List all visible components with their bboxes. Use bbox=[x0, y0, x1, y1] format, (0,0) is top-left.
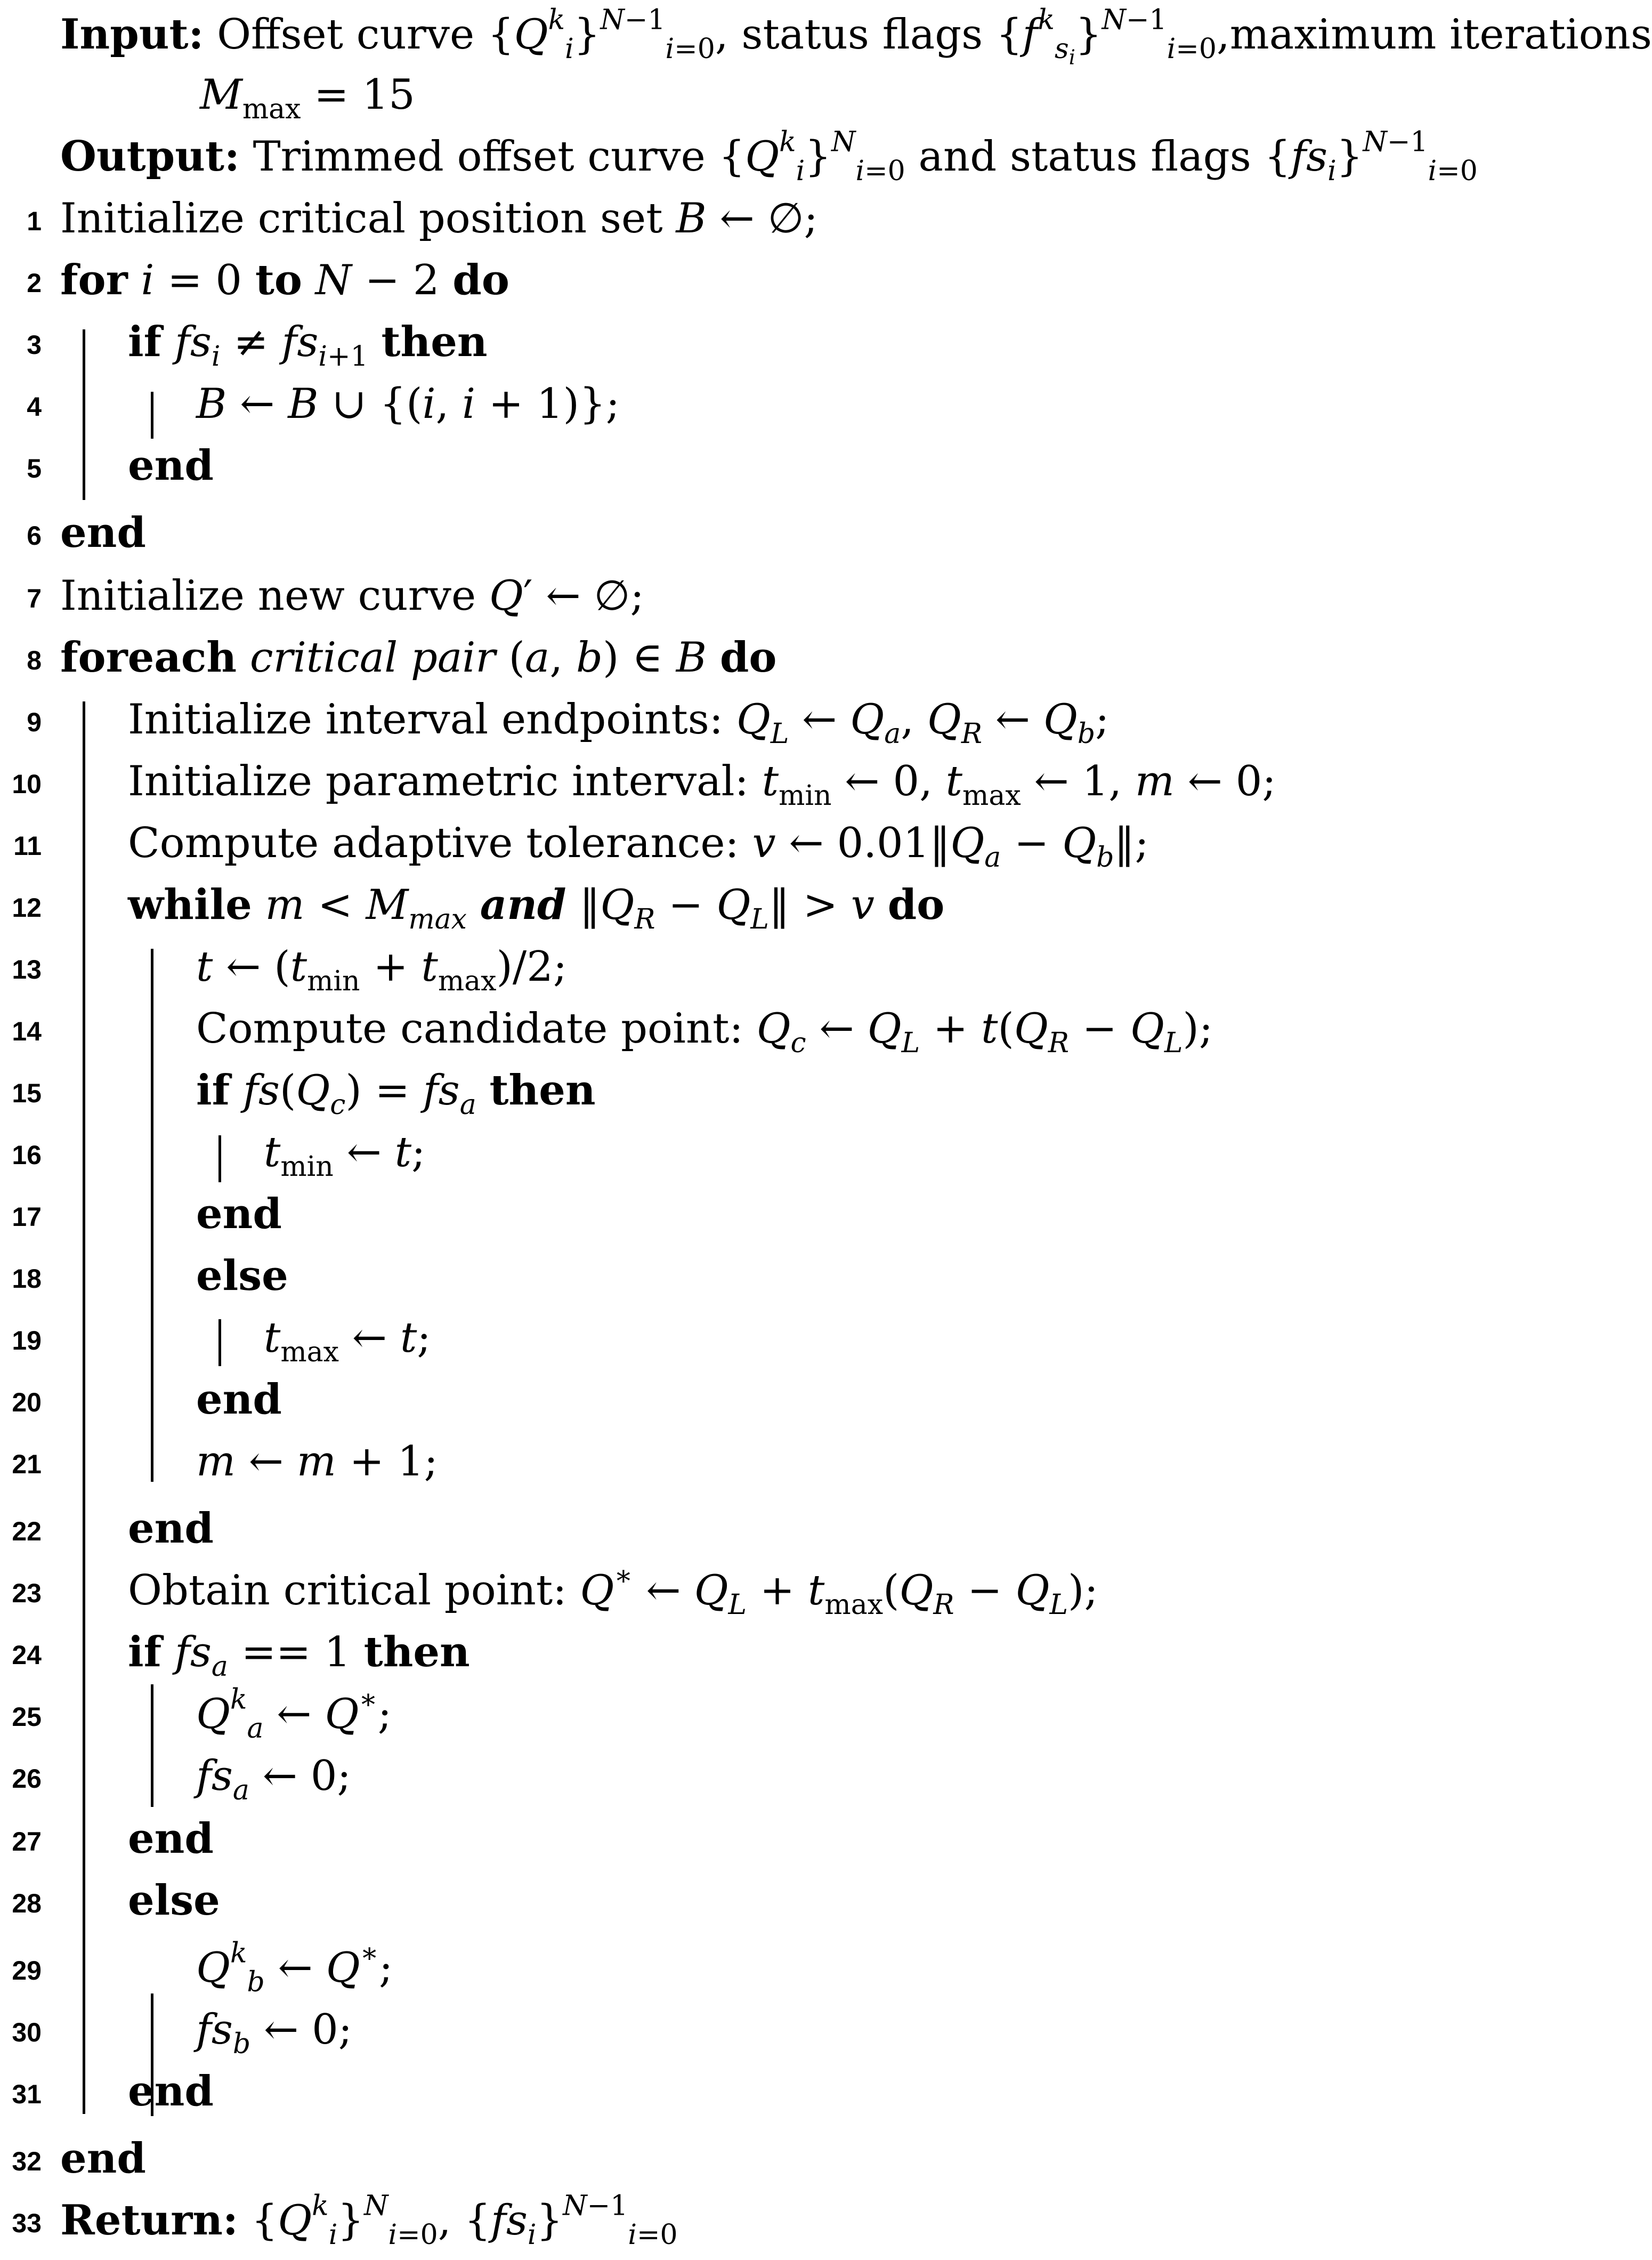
m-max-value: 15 bbox=[362, 71, 415, 119]
line-number: 7 bbox=[27, 584, 42, 614]
input-text-b: , status flags bbox=[715, 11, 983, 59]
line-number: 32 bbox=[12, 2146, 42, 2176]
line-number: 13 bbox=[12, 955, 42, 984]
text-adaptive: Compute adaptive tolerance: bbox=[128, 819, 739, 867]
block-bar-if-1 bbox=[151, 392, 153, 439]
line-number: 12 bbox=[12, 893, 42, 923]
algorithm-block: Input: Offset curve $\{Q^k_i\}^{N-1}_{i=0}$, status flags $\{f^k_{s_i}\}^{N-1}_{i=0},maximum$ iterations $M_{max} = 15$ Output: Trimmed offset curve $\{Q^k_i\}^N_{i=0}$ and status flags $\{fs_i\}^{N-1}_{i=0}$ 1 Initialize critical position set B ← ∅; 2 for i = 0 to N − 2 do 3 if $fs_i \ne fs_{i+1}$ then 4 B ← B ∪ {(i, i + 1)}; 5 end 6 end 7 Initialize new curve Q′ ← ∅; 8 foreach critical pair (a, b) ∈ B do 9 Initialize interval endpoints: $Q_L$ ← $Q_a$, $Q_R$ ← $Q_b$; 10 Initialize parametric interval: $t_{min}$ ← 0, $t_{max}$ ← 1, m ← 0; 11 Compute adaptive tolerance: v ← $0.01‖Q_a$ − $Q_b‖$; 12 while $m < M_{max}$ and $‖Q_R$ − $Q_L‖ > v$ do 13 t ← $(t_{min} + t_{max})/2$; 14 Compute candidate point: $Q_c$ ← $Q_L + t(Q_R - Q_L)$; 15 if $fs(Q_c) = fs_a$ then 16 $t_{min}$ ← t; 17 end 18 else 19 $t_{max}$ ← t; 20 end 21 m ← m + 1; 22 end 23 Obtain critical point: Q∗ ← $Q_L + t_{max}(Q_R - Q_L)$; 24 if $fs_a == 1$ then 25 $Q^k_a$ ← Q∗; 26 $fs_a$ ← 0; 27 end 28 else 29 $Q^k_b$ ← Q∗; 30 $fs_b$ ← 0; 31 end 32 end 33 Return: $\{Q^k_i\}^N_{i=0}$, $\{fs_i\}^{N-1}_{i=0}$ bbox=[0, 0, 1468, 2260]
line-number: 11 bbox=[13, 831, 42, 861]
line-number: 16 bbox=[12, 1140, 42, 1170]
block-bar-else-1 bbox=[218, 1319, 221, 1366]
text-critical-pair: critical pair bbox=[249, 634, 496, 682]
input-text-a: Offset curve bbox=[217, 11, 475, 59]
line-number: 27 bbox=[12, 1827, 42, 1857]
line-number: 3 bbox=[27, 330, 42, 360]
output-text-b: and status flags bbox=[918, 133, 1251, 181]
output-label: Output: bbox=[60, 132, 240, 181]
line-number: 31 bbox=[12, 2079, 42, 2109]
line-number: 18 bbox=[12, 1264, 42, 1294]
line-number: 22 bbox=[12, 1516, 42, 1546]
line-number: 25 bbox=[12, 1702, 42, 1732]
line-number: 30 bbox=[12, 2017, 42, 2047]
text-init-critical: Initialize critical position set bbox=[60, 195, 663, 243]
tolerance-coeff: 0.01 bbox=[837, 819, 930, 867]
line-number: 1 bbox=[27, 206, 42, 236]
block-bar-foreach bbox=[83, 701, 85, 2114]
line-number: 23 bbox=[12, 1578, 42, 1608]
line-number: 24 bbox=[12, 1640, 42, 1670]
text-obtain: Obtain critical point: bbox=[128, 1567, 567, 1615]
line-number: 9 bbox=[27, 707, 42, 737]
block-bar-if-3 bbox=[151, 1684, 153, 1807]
line-number: 28 bbox=[12, 1888, 42, 1918]
input-text-c: ,maximum iterations bbox=[1216, 11, 1652, 59]
line-number: 29 bbox=[12, 1956, 42, 1985]
line-number: 19 bbox=[12, 1326, 42, 1355]
line-number: 33 bbox=[12, 2208, 42, 2238]
line-number: 6 bbox=[27, 521, 42, 551]
line-number: 5 bbox=[27, 454, 42, 483]
output-text-a: Trimmed offset curve bbox=[253, 133, 706, 181]
line-number: 4 bbox=[27, 392, 42, 422]
text-init-endpoints: Initialize interval endpoints: bbox=[128, 696, 724, 744]
line-number: 14 bbox=[12, 1016, 42, 1046]
text-candidate: Compute candidate point: bbox=[196, 1005, 743, 1053]
line-number: 26 bbox=[12, 1764, 42, 1794]
input-label: Input: bbox=[60, 10, 204, 59]
block-bar-while bbox=[151, 949, 153, 1482]
line-number: 21 bbox=[12, 1449, 42, 1479]
block-bar-for bbox=[83, 329, 85, 500]
return-label: Return: bbox=[60, 2196, 238, 2245]
line-number: 15 bbox=[12, 1078, 42, 1108]
line-number: 10 bbox=[12, 769, 42, 799]
block-bar-if-2 bbox=[218, 1135, 221, 1182]
line-number: 8 bbox=[27, 645, 42, 675]
text-init-param: Initialize parametric interval: bbox=[128, 757, 749, 805]
text-init-curve: Initialize new curve bbox=[60, 572, 476, 620]
line-number: 20 bbox=[12, 1387, 42, 1417]
line-number: 2 bbox=[27, 268, 42, 298]
line-number: 17 bbox=[12, 1202, 42, 1232]
